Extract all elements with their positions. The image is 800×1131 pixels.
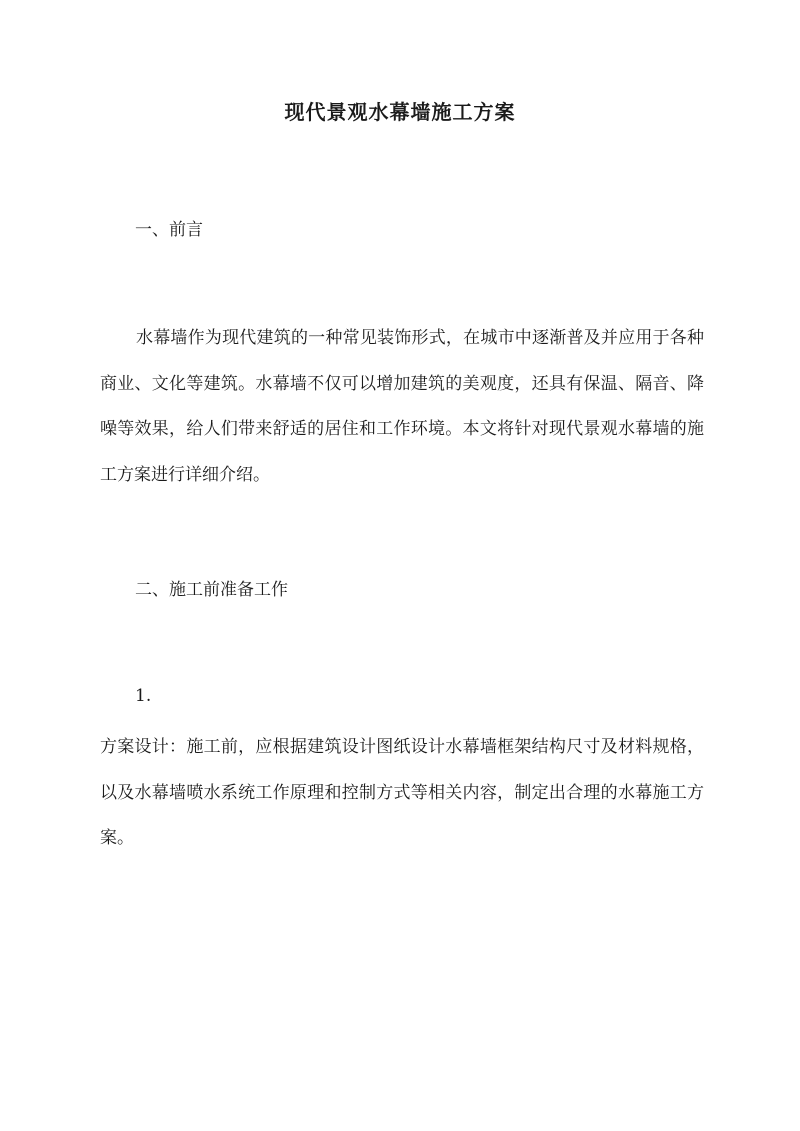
preface-paragraph: 水幕墙作为现代建筑的一种常见装饰形式，在城市中逐渐普及并应用于各种商业、文化等建筑。水幕墙不仅可以增加建筑的美观度，还具有保温、隔音、降噪等效果，给人们带来舒适的居住和工作环境。本文将针对现代景观水幕墙的施工方案进行详细介绍。: [100, 328, 704, 485]
section-heading-preface: 一、前言: [135, 220, 203, 240]
list-item-number: 1.: [135, 686, 152, 706]
document-title: 现代景观水幕墙施工方案: [284, 100, 516, 124]
list-item-text: 方案设计：施工前，应根据建筑设计图纸设计水幕墙框架结构尺寸及材料规格，以及水幕墙喷水系统工作原理和控制方式等相关内容，制定出合理的水幕施工方案。: [100, 737, 704, 848]
section-heading-preparation: 二、施工前准备工作: [135, 580, 288, 600]
